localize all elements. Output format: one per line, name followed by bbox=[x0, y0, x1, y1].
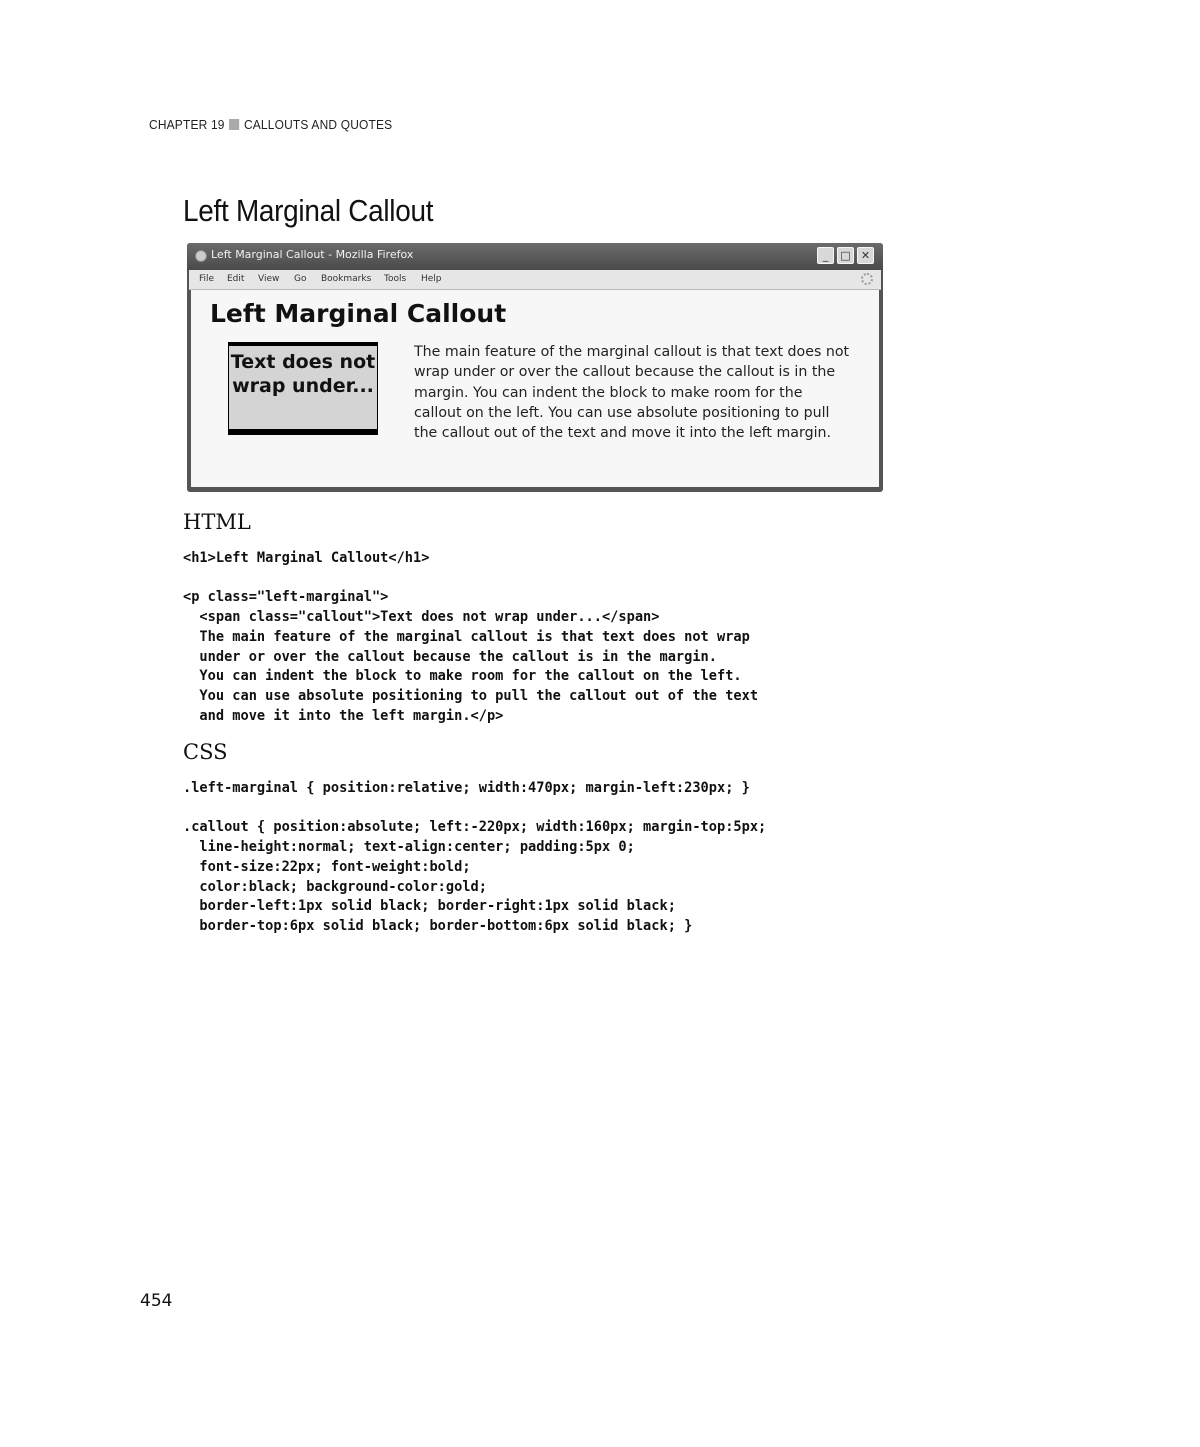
section-title: Left Marginal Callout bbox=[183, 193, 434, 228]
close-icon: ✕ bbox=[857, 247, 874, 264]
window-titlebar bbox=[187, 243, 883, 270]
html-code-listing: <h1>Left Marginal Callout</h1> <p class="left-marginal"> <span class="callout">Text does not wrap under...</span> The main feature of the marginal callout is that text does not wrap under or over the callout because the callout is in the margin. You can indent the block to make room for the callout on the left. You can use absolute positioning to pull the callout out of the text and move it into the left margin.</p> bbox=[183, 549, 759, 724]
menu-view: View bbox=[258, 274, 280, 284]
menu-help: Help bbox=[421, 274, 442, 284]
firefox-icon bbox=[195, 250, 207, 262]
browser-window-screenshot bbox=[187, 243, 883, 492]
chapter-label: CHAPTER 19 bbox=[149, 117, 225, 132]
minimize-icon: _ bbox=[817, 247, 834, 264]
rendered-paragraph: The main feature of the marginal callout is that text does not wrap under or over the callout because the callout is in the margin. You can indent the block to make room for the callout on the left. You can use absolute positioning to pull the callout out of the text and move it into the left margin. bbox=[414, 344, 850, 442]
rendered-heading: Left Marginal Callout bbox=[210, 299, 507, 328]
menu-bookmarks: Bookmarks bbox=[321, 274, 372, 284]
page-number: 454 bbox=[140, 1291, 173, 1311]
chapter-title: CALLOUTS AND QUOTES bbox=[243, 117, 393, 132]
throbber-icon bbox=[861, 273, 873, 285]
maximize-icon: □ bbox=[837, 247, 854, 264]
html-heading: HTML bbox=[183, 510, 251, 534]
rendered-callout: Text does not wrap under... bbox=[228, 342, 378, 435]
running-head bbox=[149, 117, 392, 132]
menu-tools: Tools bbox=[384, 274, 407, 284]
menu-bar bbox=[189, 270, 881, 290]
menu-file: File bbox=[199, 274, 215, 284]
window-title: Left Marginal Callout - Mozilla Firefox bbox=[211, 248, 414, 261]
menu-edit: Edit bbox=[227, 274, 245, 284]
separator-square bbox=[229, 119, 239, 130]
css-heading: CSS bbox=[183, 740, 228, 764]
browser-viewport bbox=[191, 290, 879, 487]
menu-go: Go bbox=[294, 274, 307, 284]
css-code-listing: .left-marginal { position:relative; width:470px; margin-left:230px; } .callout { position:absolute; left:-220px; width:160px; margin-top:5px; line-height:normal; text-align:center; padding:5px 0; font-size:22px; font-weight:bold; color:black; background-color:gold; border-left:1px solid black; border-right:1px solid black; border-top:6px solid black; border-bottom:6px solid black; } bbox=[183, 779, 767, 934]
